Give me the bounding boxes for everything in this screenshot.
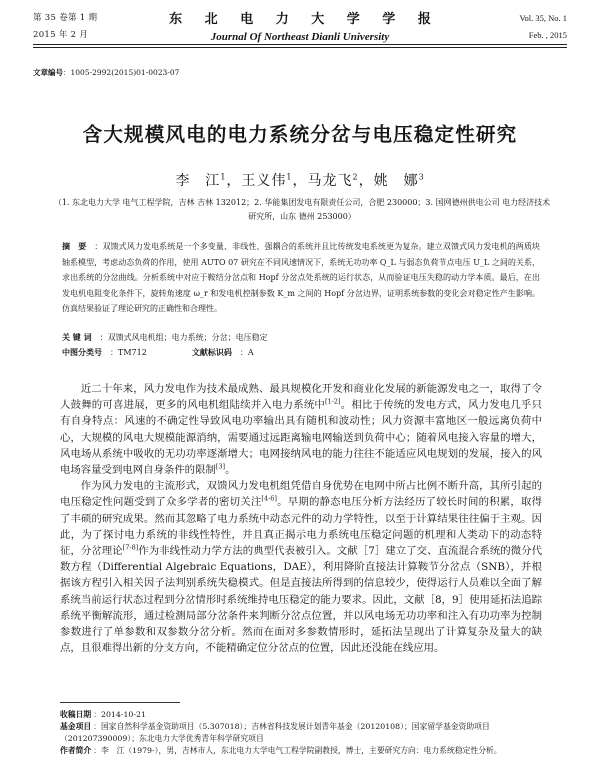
author-list: 李 江$^1$，王义伟$^1$，马龙飞$^2$，姚 娜$^3$ [175, 172, 425, 189]
author-note: 作者简介 ：李 江（1979-），男，吉林市人，东北电力大学电气工程学院副教授，博士，主要研究方向：电力系统稳定性分析。 [60, 746, 502, 755]
paper-title: 含大规模风电的电力系统分岔与电压稳定性研究 [82, 123, 518, 146]
abstract-text: 双馈式风力发电系统是一个多变量、非线性、强耦合的系统并且比传统发电系统更为复杂。建立双馈式风力发电机的两质块轴系模型，考虑动态负荷的作用，使用 AUTO 07 研究在不同风速情况下，系统无功功率 Q_L 与弱态负荷节点电压 U_L 之间的关系，求出系统的分岔曲线。分析系统中对应于鞍结分岔点和 Hopf 分岔点处系统的运行状态，从而验证电压失稳的动力学本质。最后，在出发电机电阻变化条件下，旋转角速度 ω_r 和发电机控制参数 K_m 之间的 Hopf 分岔边界，证明系统参数的变化会对稳定性产生影响。仿真结果验证了理论研究的正确性和合理性。 [62, 242, 541, 313]
article-number: 文章编号：1005-2992(2015)01-0023-07 [33, 68, 180, 77]
doc-code-value: A [247, 347, 254, 357]
body-paragraph [60, 381, 542, 478]
body-text-run: 作为非线性动力学方法的典型代表被引入。文献［7］建立了交、直流混合系统的微分代数方程（Differential Algebraic Equations，DAE），利用降阶直接法计算鞍节分岔点（SNB），并根据该方程引入相关因子法判别系统失稳模式。但是直接法所得到的信息较少，使得运行人员难以全面了解系统当前运行状态过程到分岔情形时系统维持电压稳定的能力要求。因此，文献［8，9］使用延拓法追踪系统平衡解流形，通过检测局部分岔条件来判断分岔点位置，并以风电场无功功率和注入有功功率为控制参数进行了单参数和双参数分岔分析。然而在面对多参数情形时，延拓法呈现出了计算复杂及量大的缺点，且很难得出新的分支方向，不能精确定位分岔点的位置，因此还没能在线应用。 [60, 545, 543, 655]
keywords-line: 关 键 词 ：双馈式风电机组；电力系统；分岔；电压稳定 [62, 333, 268, 342]
abstract-label: 摘 要 [62, 242, 87, 251]
classification-value: TM712 [118, 347, 147, 357]
body-text [60, 381, 542, 656]
citation: [7-8] [122, 543, 139, 552]
author-name: 马龙飞 [307, 173, 353, 189]
body-text-run: 。早期的静态电压分析方法经历了较长时间的积累，取得了丰硕的研究成果。然而其忽略了电力系统中动态元件的动力学特性，以至于计算结果往往偏于主观。因此，为了探讨电力系统的非线性特性，并且真正揭示电力系统电压稳定问题的机理和人类动下的动态特征，分岔理论 [60, 496, 542, 558]
affiliations: （1. 东北电力大学 电气工程学院，吉林 吉林 132012；2. 华能集团发电有限责任公司，合肥 230000；3. 国网德州供电公司 电力经济技术研究所，山东 德州 253000） [53, 198, 551, 221]
doc-code-label: 文献标识码 [191, 347, 232, 357]
issue-date-en: Feb. , 2015 [528, 30, 567, 40]
author-note-label: 作者简介 [60, 746, 92, 755]
abstract: 摘 要 ：双馈式风力发电系统是一个多变量、非线性、强耦合的系统并且比传统发电系统更为复杂。建立双馈式风力发电机的两质块轴系模型，考虑动态负荷的作用，使用 AUTO 07 研究在不同风速情况下，系统无功功率 Q_L 与弱态负荷节点电压 U_L 之间的关系，求出系统的分岔曲线。分析系统中对应于鞍结分岔点和 Hopf 分岔点处系统的运行状态，从而验证电压失稳的动力学本质。最后，在出发电机电阻变化条件下，旋转角速度 ω_r 和发电机控制参数 K_m 之间的 Hopf 分岔边界，证明系统参数的变化会对稳定性产生影响。仿真结果验证了理论研究的正确性和合理性。 [62, 242, 541, 313]
author-note-value: 李 江（1979-），男，吉林市人，东北电力大学电气工程学院副教授，博士，主要研究方向：电力系统稳定性分析。 [100, 746, 502, 755]
fund-note: 基金项目 ：国家自然科学基金资助项目（5.307018）；吉林省科技发展计划青年基金（20120108）；国家留学基金资助项目（201207390009）；东北电力大学优秀青年科学研究项目 [60, 722, 490, 743]
fund-value: 国家自然科学基金资助项目（5.307018）；吉林省科技发展计划青年基金（20120108）；国家留学基金资助项目（201207390009）；东北电力大学优秀青年科学研究项目 [60, 722, 490, 743]
author-affil-mark: 1 [220, 172, 227, 182]
keywords-label: 关 键 词 [62, 333, 92, 342]
journal-masthead [0, 8, 600, 43]
citation: [1-2] [325, 397, 341, 406]
fund-label: 基金项目 [60, 722, 92, 731]
body-text-run: 。相比于传统的发电方式，风力发电几乎只有自身特点：风速的不确定性导致风电功率输出具有随机和波动性；风力资源丰富地区一般远离负荷中心，大规模的风电大规模能源消纳，需要通过远距离输电网输送到负荷中心；随着风电接入容量的增大，风电场从系统中吸收的无功功率逐渐增大；电网接纳风电的能力往往不能适应风电规划的发展，接入的风电场容量受到电网自身条件的限制 [60, 399, 542, 477]
author-affil-mark: 1 [286, 172, 293, 182]
journal-name-en: Journal Of Northeast Dianli University [210, 31, 390, 43]
citation: [4-6] [261, 494, 277, 503]
received-date: 收稿日期 ：2014-10-21 [60, 710, 146, 719]
received-label: 收稿日期 [60, 710, 92, 719]
journal-issue-info-en [519, 10, 567, 44]
footnotes [60, 709, 542, 757]
header-rule-thin [33, 47, 567, 48]
citation: [3] [215, 462, 226, 471]
keywords-text: 双馈式风电机组；电力系统；分岔；电压稳定 [107, 333, 268, 342]
body-text-run: 作为风力发电的主流形式，双馈风力发电机组凭借自身优势在电网中所占比例不断升高，其所引起的电压稳定性问题受到了众多学者的密切关注 [60, 480, 542, 509]
author-name: 姚 娜 [373, 173, 419, 189]
received-value: 2014-10-21 [100, 710, 146, 719]
volume-issue: 第 35 卷第 1 期 [33, 13, 98, 23]
author-affil-mark: 2 [352, 172, 359, 182]
keywords-block [62, 331, 540, 360]
article-number-value: 1005-2992(2015)01-0023-07 [70, 68, 180, 77]
volume-issue-en: Vol. 35, No. 1 [519, 13, 567, 23]
footnote-rule [60, 702, 180, 703]
author-name: 王义伟 [241, 173, 287, 189]
classification-label: 中图分类号 [62, 347, 102, 357]
header-rule-thick [33, 44, 567, 45]
classification-line: 中图分类号 ：TM712 文献标识码 ：A [62, 347, 254, 357]
journal-name-cn: 东 北 电 力 大 学 学 报 [169, 12, 440, 27]
author-name: 李 江 [175, 173, 221, 189]
body-text-run: 。 [225, 464, 236, 477]
body-text-run: 近二十年来，风力发电作为技术最成熟、最具规模化开发和商业化发展的新能源发电之一，取得了令人鼓舞的可喜进展，更多的风电机组陆续并入电力系统中 [60, 383, 542, 412]
article-number-label: 文章编号 [33, 68, 63, 77]
author-affil-mark: 3 [418, 172, 425, 182]
issue-date: 2015 年 2 月 [33, 30, 89, 40]
body-paragraph [60, 478, 542, 656]
